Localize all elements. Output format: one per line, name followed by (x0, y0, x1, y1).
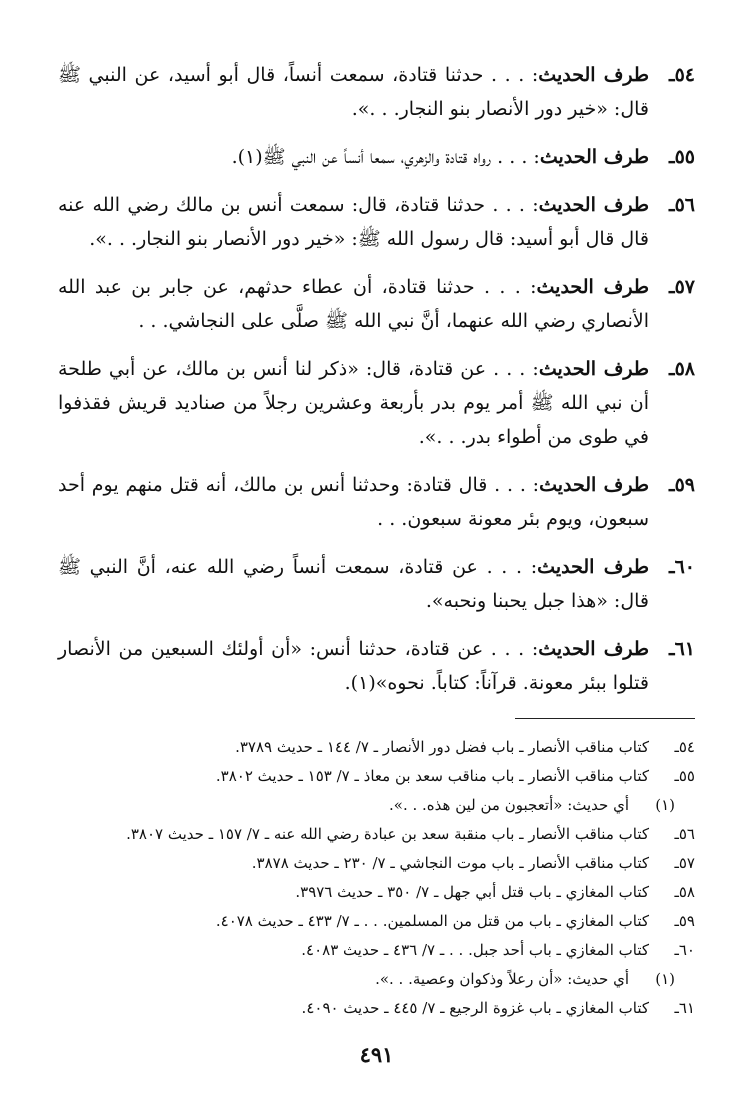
footnote-text: كتاب مناقب الأنصار ـ باب موت النجاشي ـ ٧/ ٢٣٠ ـ حديث ٣٨٧٨. (251, 854, 649, 872)
footnote-item (58, 936, 695, 965)
footnote-list (58, 733, 695, 1023)
hadith-text (58, 352, 649, 454)
hadith-entry (58, 632, 695, 700)
hadith-number: ٦٠ـ (669, 556, 695, 578)
footnote-number: (١) (655, 970, 675, 988)
footnote-number: ٥٤ـ (674, 738, 695, 756)
footnote-number: (١) (655, 796, 675, 814)
footnote-number: ٥٧ـ (674, 854, 695, 872)
hadith-entry (58, 188, 695, 256)
hadith-text (58, 632, 649, 700)
hadith-entry (58, 140, 695, 174)
hadith-lead: طرف الحديث (539, 146, 649, 168)
hadith-body: : . . . عن قتادة، قال: «ذكر لنا أنس بن مالك، عن أبي طلحة أن نبي الله ﷺ أمر يوم بدر بأربعة وعشرين رجلاً من صناديد قريش فقذفوا في طوى من أطواء بدر. . .». (58, 358, 649, 448)
hadith-text (58, 140, 649, 174)
footnote-item (58, 907, 695, 936)
hadith-body: : . . . عن قتادة، حدثنا أنس: «أن أولئك السبعين من الأنصار قتلوا ببئر معونة. قرآناً: كتاباً. نحوه»(١). (58, 638, 649, 694)
footnote-text: كتاب مناقب الأنصار ـ باب منقبة سعد بن عبادة رضي الله عنه ـ ٧/ ١٥٧ ـ حديث ٣٨٠٧. (126, 825, 649, 843)
footnote-text: كتاب مناقب الأنصار ـ باب فضل دور الأنصار ـ ٧/ ١٤٤ ـ حديث ٣٧٨٩. (235, 738, 649, 756)
hadith-entry (58, 270, 695, 338)
hadith-body: : . . . حدثنا قتادة، أن عطاء حدثهم، عن جابر بن عبد الله الأنصاري رضي الله عنهما، أنَّ نبي الله ﷺ صلَّى على النجاشي. . . (58, 276, 649, 332)
footnote-number: ٥٥ـ (674, 767, 695, 785)
footnote-item (58, 733, 695, 762)
hadith-text (58, 188, 649, 256)
hadith-number: ٥٥ـ (669, 146, 695, 168)
hadith-lead: طرف الحديث (539, 474, 649, 496)
hadith-text (58, 270, 649, 338)
page-number: ٤٩١ (359, 1042, 394, 1067)
hadith-entry (58, 352, 695, 454)
footnote-text: كتاب المغازي ـ باب من قتل من المسلمين. . . ـ ٧/ ٤٣٣ ـ حديث ٤٠٧٨. (215, 912, 649, 930)
footnote-text: أي حديث: «أن رعلاً وذكوان وعصية. . .». (375, 970, 629, 988)
footnote-item (58, 791, 695, 820)
footnote-text: كتاب المغازي ـ باب قتل أبي جهل ـ ٧/ ٣٥٠ ـ حديث ٣٩٧٦. (295, 883, 649, 901)
hadith-text (58, 550, 649, 618)
hadith-lead: طرف الحديث (538, 194, 649, 216)
hadith-text (58, 58, 649, 126)
footnote-item (58, 965, 695, 994)
footnote-number: ٥٩ـ (674, 912, 695, 930)
hadith-list (58, 58, 695, 700)
hadith-number: ٥٨ـ (669, 358, 695, 380)
footnote-item (58, 878, 695, 907)
footnote-number: ٦١ـ (674, 999, 695, 1017)
footnote-number: ٥٦ـ (674, 825, 695, 843)
hadith-number: ٥٧ـ (669, 276, 695, 298)
hadith-number: ٥٩ـ (669, 474, 695, 496)
footnote-text: كتاب مناقب الأنصار ـ باب مناقب سعد بن معاذ ـ ٧/ ١٥٣ ـ حديث ٣٨٠٢. (215, 767, 649, 785)
hadith-number: ٥٤ـ (669, 64, 695, 86)
footnote-divider (515, 718, 695, 719)
hadith-body: : . . . رواه قتادة والزهري، سمعا أنساً عن النبي ﷺ(١). (231, 146, 540, 168)
footnote-text: كتاب المغازي ـ باب أحد جبل. . . ـ ٧/ ٤٣٦ ـ حديث ٤٠٨٣. (301, 941, 649, 959)
hadith-body: : . . . عن قتادة، سمعت أنساً رضي الله عنه، أنَّ النبي ﷺ قال: «هذا جبل يحبنا ونحبه». (58, 556, 649, 612)
footnote-number: ٥٨ـ (674, 883, 695, 901)
footnote-text: أي حديث: «أتعجبون من لين هذه. . .». (389, 796, 629, 814)
footnote-item (58, 762, 695, 791)
hadith-body: : . . . قال قتادة: وحدثنا أنس بن مالك، أنه قتل منهم يوم أحد سبعون، ويوم بئر معونة سبعون. . . (58, 474, 649, 530)
hadith-body: : . . . حدثنا قتادة، سمعت أنساً، قال أبو أسيد، عن النبي ﷺ قال: «خير دور الأنصار بنو النجار. . .». (58, 64, 649, 120)
hadith-body: : . . . حدثنا قتادة، قال: سمعت أنس بن مالك رضي الله عنه قال قال أبو أسيد: قال رسول الله ﷺ: «خير دور الأنصار بنو النجار. . .». (58, 194, 649, 250)
footnote-number: ٦٠ـ (674, 941, 695, 959)
hadith-number: ٥٦ـ (669, 194, 695, 216)
hadith-lead: طرف الحديث (536, 276, 649, 298)
hadith-lead: طرف الحديث (538, 358, 649, 380)
hadith-text (58, 468, 649, 536)
hadith-lead: طرف الحديث (537, 556, 649, 578)
footnote-text: كتاب المغازي ـ باب غزوة الرجيع ـ ٧/ ٤٤٥ ـ حديث ٤٠٩٠. (301, 999, 649, 1017)
footnote-item (58, 820, 695, 849)
footnote-item (58, 994, 695, 1023)
hadith-entry (58, 58, 695, 126)
hadith-lead: طرف الحديث (538, 64, 649, 86)
hadith-entry (58, 550, 695, 618)
hadith-entry (58, 468, 695, 536)
hadith-lead: طرف الحديث (538, 638, 649, 660)
hadith-number: ٦١ـ (669, 638, 695, 660)
footnote-item (58, 849, 695, 878)
